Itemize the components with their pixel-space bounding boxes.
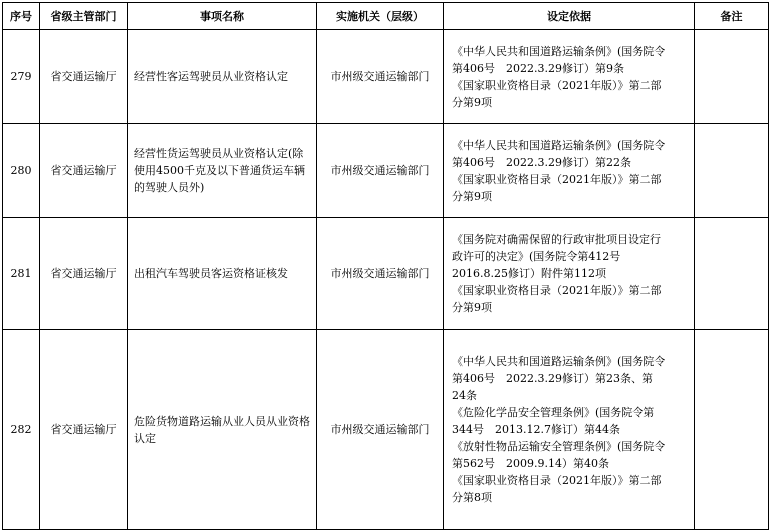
cell-remark <box>695 218 769 330</box>
cell-item: 经营性客运驾驶员从业资格认定 <box>128 30 317 124</box>
header-remark: 备注 <box>695 3 769 30</box>
cell-dept: 省交通运输厅 <box>40 218 128 330</box>
cell-remark <box>695 124 769 218</box>
cell-basis <box>444 124 695 218</box>
cell-dept: 省交通运输厅 <box>40 124 128 218</box>
approval-items-table <box>2 2 769 530</box>
cell-remark <box>695 30 769 124</box>
cell-basis <box>444 330 695 530</box>
cell-item: 经营性货运驾驶员从业资格认定(除使用4500千克及以下普通货运车辆的驾驶人员外) <box>128 124 317 218</box>
header-basis: 设定依据 <box>444 3 695 30</box>
cell-item: 危险货物道路运输从业人员从业资格认定 <box>128 330 317 530</box>
cell-item: 出租汽车驾驶员客运资格证核发 <box>128 218 317 330</box>
table-row <box>3 218 769 330</box>
header-item: 事项名称 <box>128 3 317 30</box>
basis-line: 《国家职业资格目录（2021年版）》第二部 <box>452 172 662 186</box>
basis-line: 《中华人民共和国道路运输条例》(国务院令 <box>452 355 666 368</box>
cell-basis <box>444 218 695 330</box>
cell-basis <box>444 30 695 124</box>
header-dept: 省级主管部门 <box>40 3 128 30</box>
table-row <box>3 330 769 530</box>
basis-line: 《危险化学品安全管理条例》(国务院令第 <box>452 406 655 419</box>
header-no: 序号 <box>3 3 40 30</box>
cell-dept: 省交通运输厅 <box>40 330 128 530</box>
cell-no: 282 <box>3 330 40 530</box>
basis-line: 《中华人民共和国道路运输条例》(国务院令 <box>452 138 666 152</box>
cell-agency: 市州级交通运输部门 <box>317 124 444 218</box>
basis-line: 分第9项 <box>452 95 492 109</box>
basis-line: 第406号 2022.3.29修订）第9条 <box>452 61 624 75</box>
cell-agency: 市州级交通运输部门 <box>317 330 444 530</box>
cell-dept: 省交通运输厅 <box>40 30 128 124</box>
basis-line: 分第9项 <box>452 189 492 203</box>
basis-line: 2016.8.25修订）附件第112项 <box>452 267 606 280</box>
table-header-row <box>3 3 769 30</box>
basis-line: 第406号 2022.3.29修订）第23条、第 <box>452 372 653 385</box>
table-row <box>3 124 769 218</box>
basis-line: 《国家职业资格目录（2021年版）》第二部 <box>452 78 662 92</box>
table-row <box>3 30 769 124</box>
cell-remark <box>695 330 769 530</box>
cell-agency: 市州级交通运输部门 <box>317 30 444 124</box>
basis-line: 《国家职业资格目录（2021年版）》第二部 <box>452 284 662 297</box>
basis-line: 分第8项 <box>452 491 492 504</box>
basis-line: 第406号 2022.3.29修订）第22条 <box>452 155 631 169</box>
basis-line: 分第9项 <box>452 301 492 314</box>
cell-no: 279 <box>3 30 40 124</box>
basis-line: 《国家职业资格目录（2021年版）》第二部 <box>452 474 662 487</box>
basis-line: 24条 <box>452 389 477 402</box>
basis-line: 《国务院对确需保留的行政审批项目设定行 <box>452 233 661 246</box>
cell-no: 280 <box>3 124 40 218</box>
cell-no: 281 <box>3 218 40 330</box>
basis-line: 第562号 2009.9.14）第40条 <box>452 457 609 470</box>
header-agency: 实施机关（层级） <box>317 3 444 30</box>
basis-line: 政许可的决定》(国务院令第412号 <box>452 250 621 263</box>
basis-line: 《中华人民共和国道路运输条例》(国务院令 <box>452 44 666 58</box>
basis-line: 《放射性物品运输安全管理条例》(国务院令 <box>452 440 666 453</box>
cell-agency: 市州级交通运输部门 <box>317 218 444 330</box>
basis-line: 344号 2013.12.7修订）第44条 <box>452 423 620 436</box>
